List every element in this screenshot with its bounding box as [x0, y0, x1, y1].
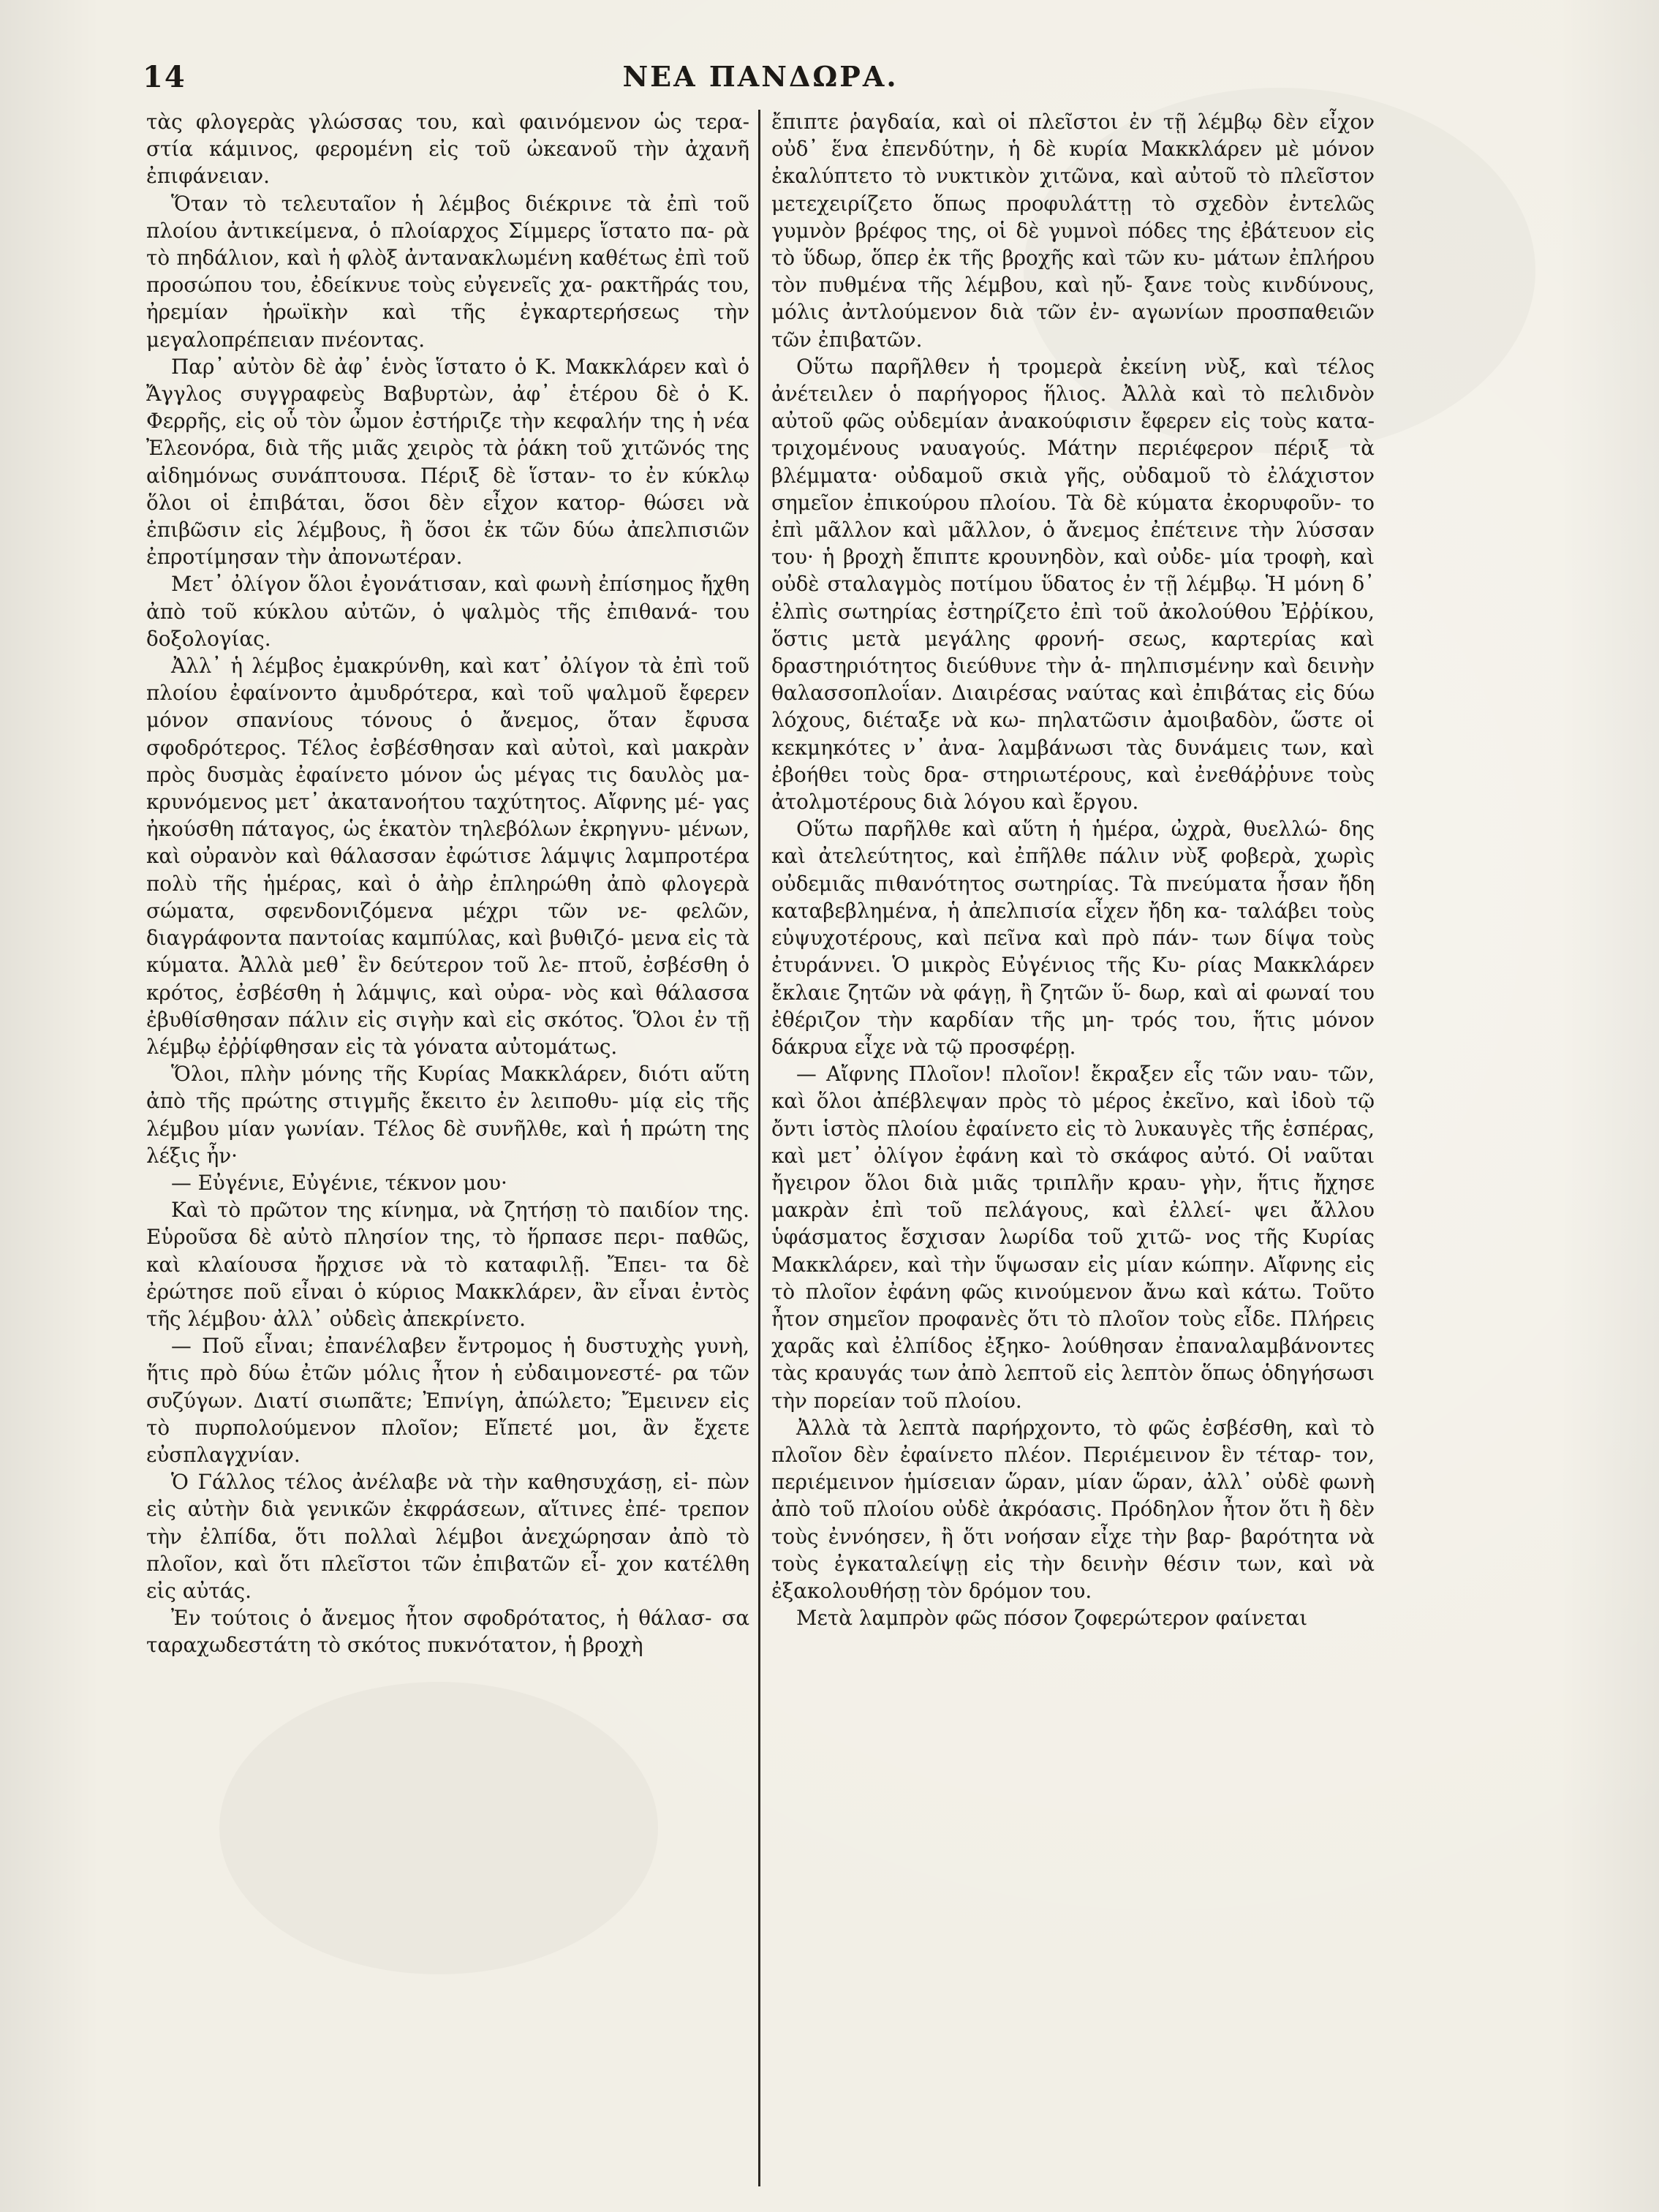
paragraph: Ὁ Γάλλος τέλος ἀνέλαβε νὰ τὴν καθησυχάσῃ, εἰ- πὼν εἰς αὐτὴν διὰ γενικῶν ἐκφράσεων, αἵτινες ἐπέ- τρεπον τὴν ἐλπίδα, ὅτι πολλαὶ λέμβοι ἀνεχώρησαν ἀπὸ τὸ πλοῖον, καὶ ὅτι πλεῖστοι τῶν ἐπιβατῶν εἶ- χον κατέλθη εἰς αὐτάς. [146, 1470, 749, 1603]
paragraph: Ἐν τούτοις ὁ ἄνεμος ἦτον σφοδρότατος, ἡ θάλασ- σα ταραχωδεστάτη τὸ σκότος πυκνότατον, ἡ βροχὴ [146, 1606, 749, 1658]
paragraph: Ἀλλὰ τὰ λεπτὰ παρήρχοντο, τὸ φῶς ἐσβέσθη, καὶ τὸ πλοῖον δὲν ἐφαίνετο πλέον. Περιέμεινον ἓν τέταρ- τον, περιέμεινον ἡμίσειαν ὥραν, μίαν ὥραν, ἀλλ᾽ οὐδὲ φωνὴ ἀπὸ τοῦ πλοίου οὐδὲ ἀκρόασις. Πρόδηλον ἦτον ὅτι ἢ δὲν τοὺς ἐννόησεν, ἢ ὅτι νοήσαν εἶχε τὴν βαρ- βαρότητα νὰ τοὺς ἐγκαταλείψῃ εἰς τὴν δεινὴν θέσιν των, καὶ νὰ ἐξακολουθήσῃ τὸν δρόμον του. [771, 1415, 1375, 1603]
paragraph: Μετ᾽ ὀλίγον ὅλοι ἐγονάτισαν, καὶ φωνὴ ἐπίσημος ἤχθη ἀπὸ τοῦ κύκλου αὐτῶν, ὁ ψαλμὸς τῆς ἐπιθανά- του δοξολογίας. [146, 572, 749, 651]
column-divider [758, 110, 760, 2186]
paragraph: Ὅλοι, πλὴν μόνης τῆς Κυρίας Μακκλάρεν, διότι αὕτη ἀπὸ τῆς πρώτης στιγμῆς ἔκειτο ἐν λειποθυ- μίᾳ εἰς τῆς λέμβου μίαν γωνίαν. Τέλος δὲ συνῆλθε, καὶ ἡ πρώτη της λέξις ἦν· [146, 1062, 749, 1168]
paragraph: — Αἴφνης Πλοῖον! πλοῖον! ἔκραξεν εἷς τῶν ναυ- τῶν, καὶ ὅλοι ἀπέβλεψαν πρὸς τὸ μέρος ἐκεῖνο, καὶ ἰδοὺ τῷ ὄντι ἱστὸς πλοίου ἐφαίνετο εἰς τὸ λυκαυγὲς τῆς ἑσπέρας, καὶ μετ᾽ ὀλίγον ἐφάνη καὶ τὸ σκάφος αὐτό. Οἱ ναῦται ἤγειρον ὅλοι διὰ μιᾶς τριπλῆν κραυ- γὴν, ἥτις ἤχησε μακρὰν ἐπὶ τοῦ πελάγους, καὶ ἐλλεί- ψει ἄλλου ὑφάσματος ἔσχισαν λωρίδα τοῦ χιτῶ- νος τῆς Κυρίας Μακκλάρεν, καὶ τὴν ὕψωσαν εἰς μίαν κώπην. Αἴφνης εἰς τὸ πλοῖον ἐφάνη φῶς κινούμενον ἄνω καὶ κάτω. Τοῦτο ἦτον σημεῖον προφανὲς ὅτι τὸ πλοῖον τοὺς εἶδε. Πλήρεις χαρᾶς καὶ ἐλπίδος ἐξηκο- λούθησαν ἐπαναλαμβάνοντες τὰς κραυγάς των ἀπὸ λεπτοῦ εἰς λεπτὸν ὅπως ὁδηγήσωσι τὴν πορείαν τοῦ πλοίου. [771, 1062, 1375, 1413]
paragraph: Καὶ τὸ πρῶτον της κίνημα, νὰ ζητήσῃ τὸ παιδίον της. Εὑροῦσα δὲ αὐτὸ πλησίον της, τὸ ἥρπασε περι- παθῶς, καὶ κλαίουσα ἤρχισε νὰ τὸ καταφιλῇ. Ἔπει- τα δὲ ἐρώτησε ποῦ εἶναι ὁ κύριος Μακκλάρεν, ἂν εἶναι ἐντὸς τῆς λέμβου· ἀλλ᾽ οὐδεὶς ἀπεκρίνετο. [146, 1198, 749, 1331]
paragraph: ἔπιπτε ῥαγδαία, καὶ οἱ πλεῖστοι ἐν τῇ λέμβῳ δὲν εἶχον οὐδ᾽ ἕνα ἐπενδύτην, ἡ δὲ κυρία Μακκλάρεν μὲ μόνον ἐκαλύπτετο τὸ νυκτικὸν χιτῶνα, καὶ αὐτοῦ τὸ πλεῖστον μετεχειρίζετο ὅπως προφυλάττῃ τὸ σχεδὸν ἐντελῶς γυμνὸν βρέφος της, οἱ δὲ γυμνοὶ πόδες της ἐβάτευον εἰς τὸ ὕδωρ, ὅπερ ἐκ τῆς βροχῆς καὶ τῶν κυ- μάτων ἐπλήρου τὸν πυθμένα τῆς λέμβου, καὶ ηὔ- ξανε τοὺς κινδύνους, μόλις ἀντλούμενον διὰ τῶν ἐν- αγωνίων προσπαθειῶν τῶν ἐπιβατῶν. [771, 110, 1375, 352]
paragraph: Παρ᾽ αὐτὸν δὲ ἀφ᾽ ἑνὸς ἵστατο ὁ Κ. Μακκλάρεν καὶ ὁ Ἄγγλος συγγραφεὺς Βαβυρτὼν, ἀφ᾽ ἑτέρου δὲ ὁ Κ. Φερρῆς, εἰς οὗ τὸν ὦμον ἐστήριζε τὴν κεφαλήν της ἡ νέα Ἐλεονόρα, διὰ τῆς μιᾶς χειρὸς τὰ ῥάκη τοῦ χιτῶνός της αἰδημόνως συνάπτουσα. Πέριξ δὲ ἵσταν- το ἐν κύκλῳ ὅλοι οἱ ἐπιβάται, ὅσοι δὲν εἶχον κατορ- θώσει νὰ ἐπιβῶσιν εἰς λέμβους, ἢ ὅσοι ἐκ τῶν δύω ἀπελπισιῶν ἐπροτίμησαν τὴν ἀπονωτέραν. [146, 354, 749, 570]
paragraph: Οὕτω παρῆλθεν ἡ τρομερὰ ἐκείνη νὺξ, καὶ τέλος ἀνέτειλεν ὁ παρήγορος ἥλιος. Ἀλλὰ καὶ τὸ πελιδνὸν αὐτοῦ φῶς οὐδεμίαν ἀνακούφισιν ἔφερεν εἰς τοὺς κατα- τριχομένους ναυαγούς. Μάτην περιέφερον πέριξ τὰ βλέμματα· οὐδαμοῦ σκιὰ γῆς, οὐδαμοῦ τὸ ἐλάχιστον σημεῖον ἐπικούρου πλοίου. Τὰ δὲ κύματα ἐκορυφοῦν- το ἐπὶ μᾶλλον καὶ μᾶλλον, ὁ ἄνεμος ἐπέτεινε τὴν λύσσαν του· ἡ βροχὴ ἔπιπτε κρουνηδὸν, καὶ οὐδε- μία τροφὴ, καὶ οὐδὲ σταλαγμὸς ποτίμου ὕδατος ἐν τῇ λέμβῳ. Ἡ μόνη δ᾽ ἐλπὶς σωτηρίας ἐστηρίζετο ἐπὶ τοῦ ἀκολούθου Ἐῤῥίκου, ὅστις μετὰ μεγάλης φρονή- σεως, καρτερίας καὶ δραστηριότητος διεύθυνε τὴν ἀ- πηλπισμένην καὶ δεινὴν θαλασσοπλοΐαν. Διαιρέσας ναύτας καὶ ἐπιβάτας εἰς δύω λόχους, διέταξε νὰ κω- πηλατῶσιν ἀμοιβαδὸν, ὥστε οἱ κεκμηκότες ν᾽ ἀνα- λαμβάνωσι τὰς δυνάμεις των, καὶ ἐβοήθει τοὺς δρα- στηριωτέρους, καὶ ἐνεθάῤῥυνε τοὺς ἀτολμοτέρους διὰ λόγου καὶ ἔργου. [771, 354, 1375, 815]
page-header [143, 60, 1378, 104]
paragraph: — Ποῦ εἶναι; ἐπανέλαβεν ἔντρομος ἡ δυστυχὴς γυνὴ, ἥτις πρὸ δύω ἐτῶν μόλις ἦτον ἡ εὐδαιμονεστέ- ρα τῶν συζύγων. Διατί σιωπᾶτε; Ἐπνίγη, ἀπώλετο; Ἔμεινεν εἰς τὸ πυρπολούμενον πλοῖον; Εἴπετέ μοι, ἂν ἔχετε εὐσπλαγχνίαν. [146, 1334, 749, 1467]
paragraph: τὰς φλογερὰς γλώσσας του, καὶ φαινόμενον ὡς τερα- στία κάμινος, φερομένη εἰς τοῦ ὠκεανοῦ τὴν ἀχανῆ ἐπιφάνειαν. [146, 110, 749, 189]
paragraph: Ὅταν τὸ τελευταῖον ἡ λέμβος διέκρινε τὰ ἐπὶ τοῦ πλοίου ἀντικείμενα, ὁ πλοίαρχος Σίμμερς ἵστατο πα- ρὰ τὸ πηδάλιον, καὶ ἡ φλὸξ ἀντανακλωμένη καθέτως ἐπὶ τοῦ προσώπου του, ἐδείκνυε τοὺς εὐγενεῖς χα- ρακτῆράς του, ἠρεμίαν ἡρωϊκὴν καὶ τῆς ἐγκαρτερήσεως τὴν μεγαλοπρέπειαν πνέοντας. [146, 191, 749, 352]
paragraph: Οὕτω παρῆλθε καὶ αὕτη ἡ ἡμέρα, ὠχρὰ, θυελλώ- δης καὶ ἀτελεύτητος, καὶ ἐπῆλθε πάλιν νὺξ φοβερὰ, χωρὶς οὐδεμιᾶς πιθανότητος σωτηρίας. Τὰ πνεύματα ἦσαν ἤδη καταβεβλημένα, ἡ ἀπελπισία εἶχεν ἤδη κα- ταλάβει τοὺς εὐψυχοτέρους, καὶ πεῖνα καὶ πρὸ πάν- των δίψα τοὺς ἐτυράννει. Ὁ μικρὸς Εὐγένιος τῆς Κυ- ρίας Μακκλάρεν ἔκλαιε ζητῶν νὰ φάγῃ, ἢ ζητῶν ὕ- δωρ, καὶ αἱ φωναί του ἐθέριζον τὴν καρδίαν τῆς μη- τρός του, ἥτις μόνον δάκρυα εἶχε νὰ τῷ προσφέρῃ. [771, 817, 1375, 1059]
paragraph: Ἀλλ᾽ ἡ λέμβος ἐμακρύνθη, καὶ κατ᾽ ὀλίγον τὰ ἐπὶ τοῦ πλοίου ἐφαίνοντο ἀμυδρότερα, καὶ τοῦ ψαλμοῦ ἔφερεν μόνον σπανίους τόνους ὁ ἄνεμος, ὅταν ἔφυσα σφοδρότερος. Τέλος ἐσβέσθησαν καὶ αὐτοὶ, καὶ μακρὰν πρὸς δυσμὰς ἐφαίνετο μόνον ὡς μέγας τις δαυλὸς μα- κρυνόμενος μετ᾽ ἀκατανοήτου ταχύτητος. Αἴφνης μέ- γας ἠκούσθη πάταγος, ὡς ἑκατὸν τηλεβόλων ἐκρηγνυ- μένων, καὶ οὐρανὸν καὶ θάλασσαν ἐφώτισε λάμψις λαμπροτέρα πολὺ τῆς ἡμέρας, καὶ ὁ ἀὴρ ἐπληρώθη ἀπὸ φλογερὰ σώματα, σφενδονιζόμενα μέχρι τῶν νε- φελῶν, διαγράφοντα παντοίας καμπύλας, καὶ βυθιζό- μενα εἰς τὰ κύματα. Ἀλλὰ μεθ᾽ ἓν δεύτερον τοῦ λε- πτοῦ, ἐσβέσθη ὁ κρότος, ἐσβέσθη ἡ λάμψις, καὶ οὐρα- νὸς καὶ θάλασσα ἐβυθίσθησαν πάλιν εἰς σιγὴν καὶ εἰς σκότος. Ὅλοι ἐν τῇ λέμβῳ ἐῤῥίφθησαν εἰς τὰ γόνατα αὐτομάτως. [146, 654, 749, 1059]
page-number: 14 [143, 60, 186, 94]
paper-stain [219, 1682, 658, 1974]
left-column [146, 108, 749, 1659]
paragraph: Μετὰ λαμπρὸν φῶς πόσον ζοφερώτερον φαίνεται [796, 1606, 1308, 1631]
paragraph: — Εὐγένιε, Εὐγένιε, τέκνον μου· [171, 1170, 507, 1195]
running-title: ΝΕΑ ΠΑΝΔΩΡΑ. [622, 60, 899, 93]
right-column [771, 108, 1375, 1631]
